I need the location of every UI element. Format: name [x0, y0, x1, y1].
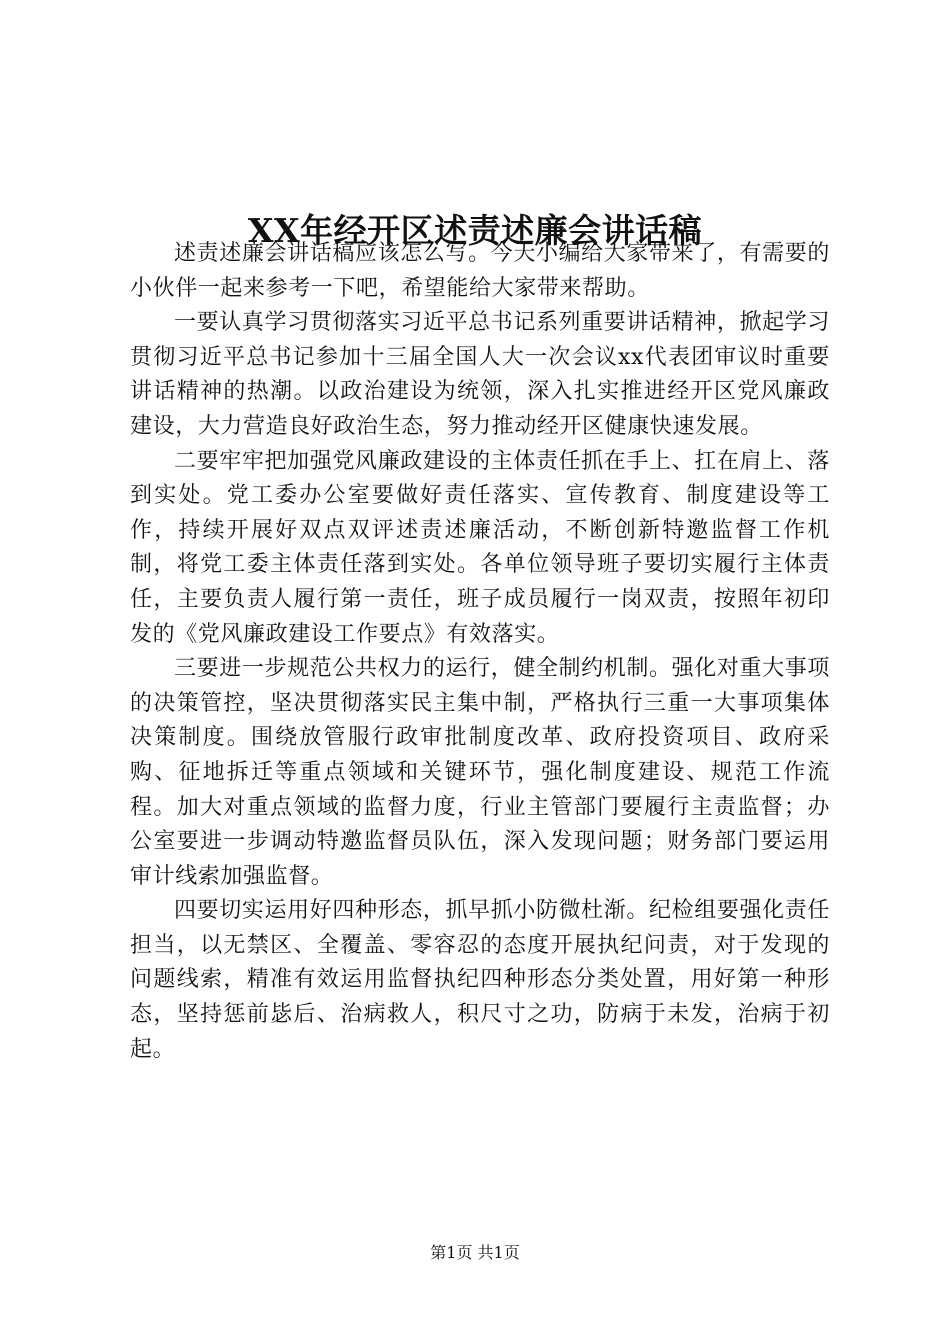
paragraph-point-1: 一要认真学习贯彻落实习近平总书记系列重要讲话精神，掀起学习贯彻习近平总书记参加十三届全国人大一次会议xx代表团审议时重要讲话精神的热潮。以政治建设为统领，深入扎实推进经开区党风廉政建设，大力营造良好政治生态，努力推动经开区健康快速发展。	[130, 310, 830, 439]
paragraph-point-2: 二要牢牢把加强党风廉政建设的主体责任抓在手上、扛在肩上、落到实处。党工委办公室要做好责任落实、宣传教育、制度建设等工作，持续开展好双点双评述责述廉活动，不断创新特邀监督工作机制，将党工委主体责任落到实处。各单位领导班子要切实履行主体责任，主要负责人履行第一责任，班子成员履行一岗双责，按照年初印发的《党风廉政建设工作要点》有效落实。	[130, 448, 830, 647]
paragraph-point-3: 三要进一步规范公共权力的运行，健全制约机制。强化对重大事项的决策管控，坚决贯彻落实民主集中制，严格执行三重一大事项集体决策制度。围绕放管服行政审批制度改革、政府投资项目、政府采购、征地拆迁等重点领域和关键环节，强化制度建设、规范工作流程。加大对重点领域的监督力度，行业主管部门要履行主责监督；办公室要进一步调动特邀监督员队伍，深入发现问题；财务部门要运用审计线索加强监督。	[130, 656, 830, 889]
paragraph-point-4: 四要切实运用好四种形态，抓早抓小防微杜渐。纪检组要强化责任担当，以无禁区、全覆盖、零容忍的态度开展执纪问责，对于发现的问题线索，精准有效运用监督执纪四种形态分类处置，用好第一种形态，坚持惩前毖后、治病救人，积尺寸之功，防病于未发，治病于初起。	[130, 898, 830, 1062]
page-number-footer: 第1页 共1页	[430, 1243, 520, 1262]
document-title: XX年经开区述责述廉会讲话稿	[247, 211, 703, 251]
document-body	[130, 237, 830, 1067]
paragraph-intro: 述责述廉会讲话稿应该怎么写。今天小编给大家带来了，有需要的小伙伴一起来参考一下吧，希望能给大家带来帮助。	[130, 241, 830, 301]
